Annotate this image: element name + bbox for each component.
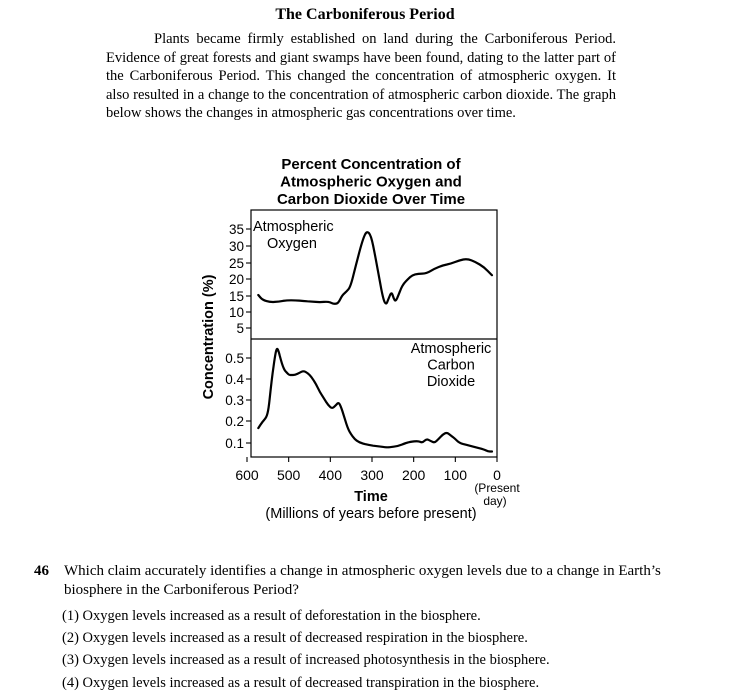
chart-title-line: Carbon Dioxide Over Time bbox=[276, 191, 466, 208]
y-tick-label: 20 bbox=[228, 272, 244, 287]
x-axis-sublabel: (Millions of years before present) bbox=[265, 506, 477, 522]
oxygen-panel-label: Atmospheric bbox=[253, 219, 334, 235]
y-tick-label: 0.4 bbox=[225, 372, 244, 387]
y-tick-label: 5 bbox=[236, 321, 244, 336]
passage-text: Plants became firmly established on land during the Carboniferous Period. Evidence of great forests and giant swamps have been found, dating to the latter part of the Carboniferous Period. This changed the concentration of atmospheric oxygen. It also resulted in a change to the concentration of atmospheric carbon dioxide. The graph below shows the changes in atmospheric gas concentrations over time. bbox=[106, 31, 616, 122]
carbon-dioxide-panel-label: Dioxide bbox=[426, 374, 476, 390]
x-tick-note: day) bbox=[483, 494, 507, 508]
x-tick-label: 400 bbox=[318, 467, 343, 483]
y-axis-label: Concentration (%) bbox=[201, 274, 217, 400]
y-tick-label: 0.5 bbox=[225, 351, 244, 366]
carbon-dioxide-panel-label: Carbon bbox=[427, 357, 475, 374]
chart-title-line: Percent Concentration of bbox=[281, 156, 461, 173]
answer-choice[interactable]: (2) Oxygen levels increased as a result of decreased respiration in the biosphere. bbox=[62, 630, 528, 646]
x-tick-note: (Present bbox=[474, 481, 520, 495]
page-title: The Carboniferous Period bbox=[275, 6, 455, 23]
x-tick-label: 300 bbox=[360, 467, 384, 483]
x-tick-label: 200 bbox=[401, 467, 426, 483]
oxygen-panel-label: Oxygen bbox=[267, 236, 317, 252]
y-tick-label: 15 bbox=[228, 289, 244, 304]
answer-choice[interactable]: (3) Oxygen levels increased as a result of increased photosynthesis in the biosphere. bbox=[62, 652, 550, 668]
x-tick-label: 100 bbox=[443, 467, 468, 483]
x-tick-label: 500 bbox=[276, 467, 301, 483]
answer-choice[interactable]: (4) Oxygen levels increased as a result of decreased transpiration in the biosphere. bbox=[62, 675, 540, 691]
y-tick-label: 30 bbox=[228, 239, 244, 254]
question-number: 46 bbox=[34, 563, 49, 579]
x-axis-label: Time bbox=[354, 489, 388, 505]
x-tick-label: 0 bbox=[493, 467, 501, 483]
y-tick-label: 35 bbox=[228, 222, 244, 237]
y-tick-label: 0.1 bbox=[225, 436, 244, 451]
carbon-dioxide-panel-label: Atmospheric bbox=[410, 341, 492, 357]
x-tick-label: 600 bbox=[235, 467, 259, 483]
chart-title-line: Atmospheric Oxygen and bbox=[280, 173, 462, 191]
answer-choice[interactable]: (1) Oxygen levels increased as a result of deforestation in the biosphere. bbox=[62, 608, 481, 624]
y-tick-label: 0.3 bbox=[225, 393, 244, 408]
y-tick-label: 25 bbox=[228, 256, 244, 271]
question-text: Which claim accurately identifies a change in atmospheric oxygen levels due to a change in Earth’s biosphere in the Carboniferous Period? bbox=[64, 563, 661, 598]
y-tick-label: 0.2 bbox=[225, 414, 244, 429]
y-tick-label: 10 bbox=[228, 305, 244, 320]
